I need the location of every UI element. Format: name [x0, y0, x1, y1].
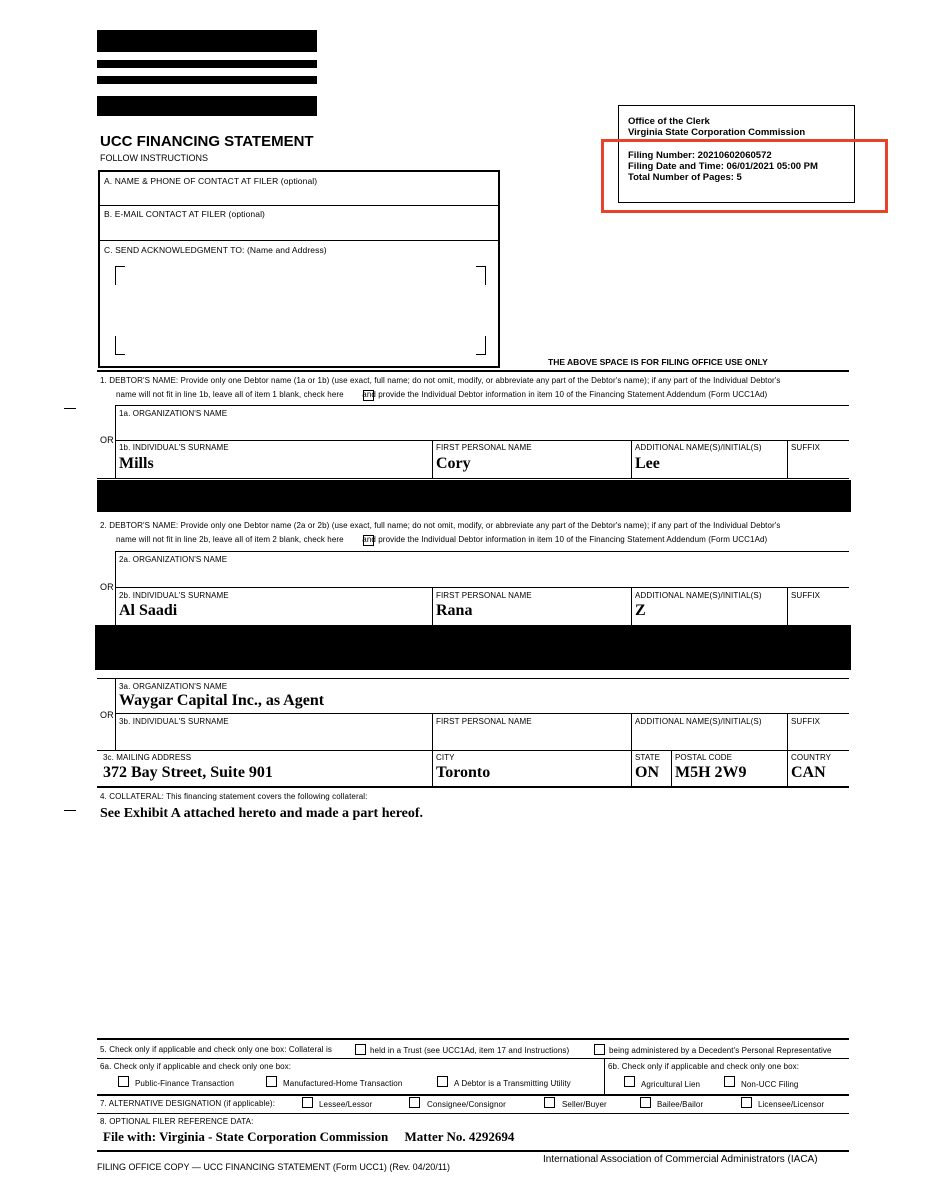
filer-box	[98, 170, 500, 368]
divider	[97, 1113, 849, 1114]
divider	[671, 750, 672, 786]
divider	[97, 478, 849, 479]
consignee-checkbox[interactable]	[409, 1097, 420, 1108]
debtor2-surname-label: 2b. INDIVIDUAL'S SURNAME	[119, 591, 229, 600]
item5-opt1: held in a Trust (see UCC1Ad, item 17 and Instructions)	[370, 1046, 570, 1055]
secured-postal: M5H 2W9	[675, 764, 747, 781]
divider	[115, 405, 849, 406]
debtor1-suffix-label: SUFFIX	[791, 443, 821, 452]
or-label: OR	[100, 582, 114, 592]
email-label: B. E-MAIL CONTACT AT FILER (optional)	[104, 209, 265, 219]
item8-text: File with: Virginia - State Corporation Commission Matter No. 4292694	[103, 1129, 515, 1144]
secured-state-label: STATE	[635, 753, 661, 762]
divider	[115, 405, 116, 478]
follow-instructions: FOLLOW INSTRUCTIONS	[100, 153, 209, 163]
bracket-top-left	[115, 266, 125, 285]
divider	[97, 1094, 849, 1096]
above-space-notice: THE ABOVE SPACE IS FOR FILING OFFICE USE ONLY	[548, 357, 768, 367]
or-label: OR	[100, 710, 114, 720]
header-bar-4	[97, 96, 317, 116]
item6b-opt1: Agricultural Lien	[641, 1080, 701, 1089]
secured-org-label: 3a. ORGANIZATION'S NAME	[119, 682, 228, 691]
item5-opt2: being administered by a Decedent's Personal Representative	[609, 1046, 832, 1055]
public-finance-checkbox[interactable]	[118, 1076, 129, 1087]
footer-left: FILING OFFICE COPY — UCC FINANCING STATEMENT (Form UCC1) (Rev. 04/20/11)	[97, 1162, 451, 1172]
divider	[97, 678, 849, 679]
item6a-opt3: A Debtor is a Transmitting Utility	[454, 1079, 571, 1088]
divider	[604, 1058, 605, 1094]
item7-opt5: Licensee/Licensor	[758, 1100, 825, 1109]
seller-checkbox[interactable]	[544, 1097, 555, 1108]
secured-postal-label: POSTAL CODE	[675, 753, 733, 762]
item7-opt4: Bailee/Bailor	[657, 1100, 704, 1109]
item7-opt3: Seller/Buyer	[562, 1100, 607, 1109]
or-label: OR	[100, 435, 114, 445]
collateral-text: See Exhibit A attached hereto and made a part hereof.	[100, 806, 424, 821]
divider	[787, 587, 788, 625]
debtor1-addendum-checkbox[interactable]	[363, 390, 374, 401]
item6a-opt2: Manufactured-Home Transaction	[283, 1079, 403, 1088]
debtor1-addl: Lee	[635, 455, 660, 472]
bracket-bottom-left	[115, 336, 125, 355]
secured-city: Toronto	[436, 764, 491, 781]
secured-addl-label: ADDITIONAL NAME(S)/INITIAL(S)	[635, 717, 762, 726]
item6a-opt1: Public-Finance Transaction	[135, 1079, 235, 1088]
divider	[97, 1058, 849, 1059]
debtor2-surname: Al Saadi	[119, 602, 178, 619]
secured-country: CAN	[791, 764, 826, 781]
highlight-box	[601, 139, 888, 213]
agricultural-lien-checkbox[interactable]	[624, 1076, 635, 1087]
filing-date: Filing Date and Time: 06/01/2021 05:00 PM	[628, 161, 818, 172]
secured-mail: 372 Bay Street, Suite 901	[103, 764, 273, 781]
section-1-top-rule	[97, 370, 849, 372]
debtor2-addl: Z	[635, 602, 646, 619]
debtor1-surname: Mills	[119, 455, 154, 472]
secured-state: ON	[635, 764, 659, 781]
contact-label: A. NAME & PHONE OF CONTACT AT FILER (optional)	[104, 176, 318, 186]
debtor1-addl-label: ADDITIONAL NAME(S)/INITIAL(S)	[635, 443, 762, 452]
form-title: UCC FINANCING STATEMENT	[100, 133, 314, 150]
office-line-2: Virginia State Corporation Commission	[628, 127, 806, 138]
debtor1-first-label: FIRST PERSONAL NAME	[436, 443, 532, 452]
divider	[100, 240, 498, 241]
debtor1-surname-label: 1b. INDIVIDUAL'S SURNAME	[119, 443, 229, 452]
filing-number: Filing Number: 20210602060572	[628, 150, 772, 161]
item7-opt2: Consignee/Consignor	[427, 1100, 506, 1109]
debtor2-heading: 2. DEBTOR'S NAME: Provide only one Debtor name (2a or 2b) (use exact, full name; do not omit, modify, or abbreviate any part of the Debtor's name); if any part of the Individual Debtor's	[100, 521, 781, 530]
manufactured-home-checkbox[interactable]	[266, 1076, 277, 1087]
debtor2-org-label: 2a. ORGANIZATION'S NAME	[119, 555, 228, 564]
debtor2-first-label: FIRST PERSONAL NAME	[436, 591, 532, 600]
debtor1-heading: 1. DEBTOR'S NAME: Provide only one Debtor name (1a or 1b) (use exact, full name; do not omit, modify, or abbreviate any part of the Debtor's name); if any part of the Individual Debtor's	[100, 376, 781, 385]
divider	[432, 587, 433, 625]
collateral-label: 4. COLLATERAL: This financing statement covers the following collateral:	[100, 792, 368, 801]
item6b-label: 6b. Check only if applicable and check only one box:	[608, 1062, 800, 1071]
divider	[787, 440, 788, 478]
decedent-checkbox[interactable]	[594, 1044, 605, 1055]
divider	[97, 1038, 849, 1040]
redaction-debtor1-address	[97, 480, 851, 512]
bracket-bottom-right	[476, 336, 486, 355]
transmitting-utility-checkbox[interactable]	[437, 1076, 448, 1087]
margin-mark	[64, 408, 76, 409]
secured-suffix-label: SUFFIX	[791, 717, 821, 726]
footer-right: International Association of Commercial Administrators (IACA)	[543, 1154, 818, 1165]
margin-mark	[64, 810, 76, 811]
divider	[97, 750, 849, 751]
trust-checkbox[interactable]	[355, 1044, 366, 1055]
lessee-checkbox[interactable]	[302, 1097, 313, 1108]
divider	[115, 551, 116, 625]
debtor1-org-label: 1a. ORGANIZATION'S NAME	[119, 409, 228, 418]
total-pages: Total Number of Pages: 5	[628, 172, 742, 183]
bracket-top-right	[476, 266, 486, 285]
divider	[97, 786, 849, 788]
bailee-checkbox[interactable]	[640, 1097, 651, 1108]
header-bar-2	[97, 60, 317, 68]
debtor1-first: Cory	[436, 455, 471, 472]
divider	[631, 440, 632, 478]
secured-first-label: FIRST PERSONAL NAME	[436, 717, 532, 726]
secured-org: Waygar Capital Inc., as Agent	[119, 692, 325, 709]
divider	[631, 587, 632, 625]
item7-opt1: Lessee/Lessor	[319, 1100, 373, 1109]
secured-surname-label: 3b. INDIVIDUAL'S SURNAME	[119, 717, 229, 726]
item7-label: 7. ALTERNATIVE DESIGNATION (if applicable):	[100, 1099, 276, 1108]
item6b-opt2: Non-UCC Filing	[741, 1080, 799, 1089]
header-bar-3	[97, 76, 317, 84]
debtor2-addl-label: ADDITIONAL NAME(S)/INITIAL(S)	[635, 591, 762, 600]
secured-mail-label: 3c. MAILING ADDRESS	[103, 753, 192, 762]
item5-label: 5. Check only if applicable and check only one box: Collateral is	[100, 1045, 332, 1054]
licensee-checkbox[interactable]	[741, 1097, 752, 1108]
acknowledgment-label: C. SEND ACKNOWLEDGMENT TO: (Name and Address)	[104, 245, 327, 255]
divider	[115, 713, 849, 714]
divider	[97, 1150, 849, 1152]
item8-label: 8. OPTIONAL FILER REFERENCE DATA:	[100, 1117, 254, 1126]
office-line-1: Office of the Clerk	[628, 116, 710, 127]
divider	[432, 440, 433, 478]
debtor2-first: Rana	[436, 602, 473, 619]
item6a-label: 6a. Check only if applicable and check only one box:	[100, 1062, 292, 1071]
divider	[115, 551, 849, 552]
divider	[115, 440, 849, 441]
header-bar-1	[97, 30, 317, 52]
debtor2-heading-2: name will not fit in line 2b, leave all of item 2 blank, check here and provide the Individual Debtor information in item 10 of the Financing Statement Addendum (Form UCC1Ad)	[116, 535, 768, 544]
divider	[115, 587, 849, 588]
debtor2-addendum-checkbox[interactable]	[363, 535, 374, 546]
divider	[100, 205, 498, 206]
non-ucc-checkbox[interactable]	[724, 1076, 735, 1087]
debtor1-heading-2: name will not fit in line 1b, leave all of item 1 blank, check here and provide the Individual Debtor information in item 10 of the Financing Statement Addendum (Form UCC1Ad)	[116, 390, 768, 399]
secured-country-label: COUNTRY	[791, 753, 832, 762]
divider	[115, 678, 116, 750]
debtor2-suffix-label: SUFFIX	[791, 591, 821, 600]
redaction-debtor2-address-secured-heading	[95, 625, 851, 670]
secured-city-label: CITY	[436, 753, 455, 762]
